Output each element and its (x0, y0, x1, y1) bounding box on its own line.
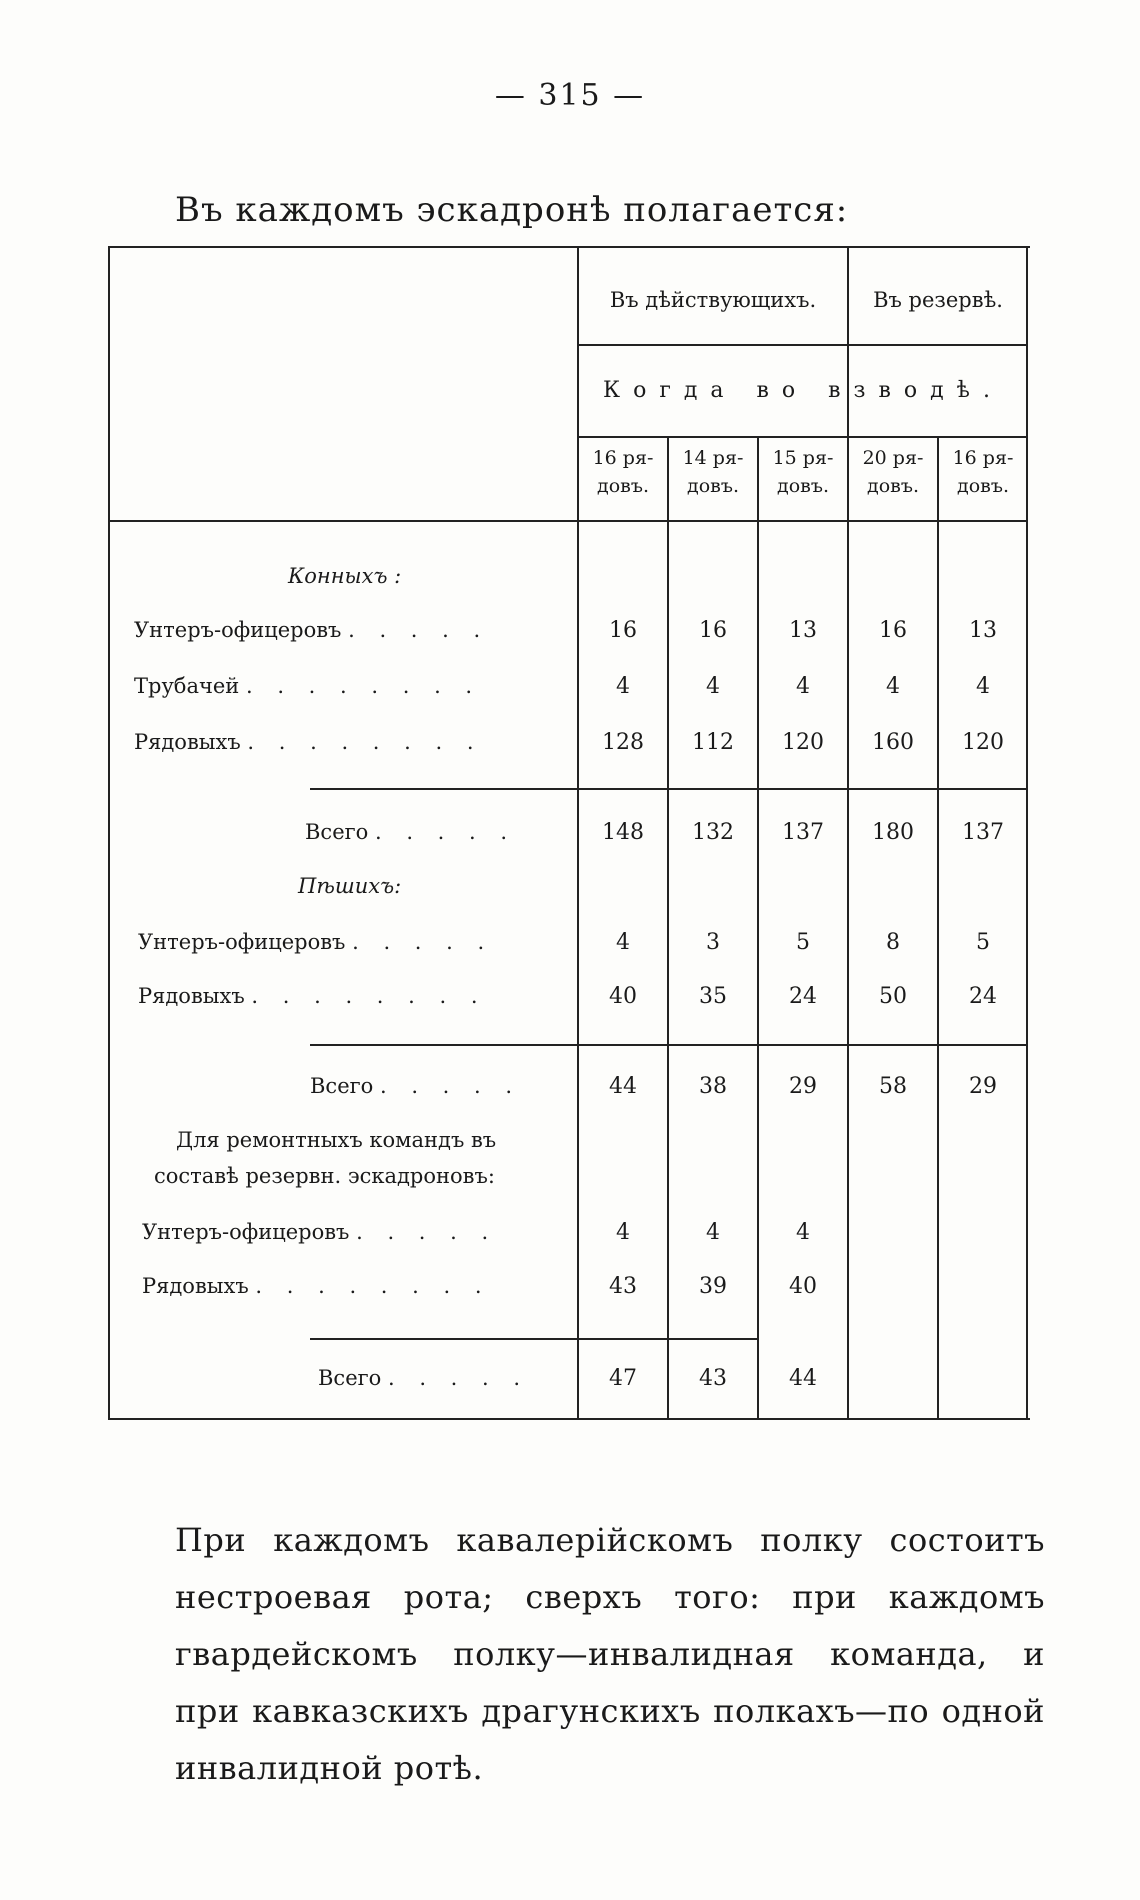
column-header-3 (759, 444, 847, 500)
column-header-2-line1: 14 ря- (682, 447, 744, 469)
cell: 120 (962, 730, 1004, 755)
page-number: — 315 — (494, 78, 646, 113)
column-header-1 (579, 444, 667, 500)
row-label: Рядовыхъ . . . . . . . . (134, 730, 483, 754)
subtotal-rule-3 (310, 1338, 757, 1340)
cell: 50 (879, 984, 907, 1009)
column-header-4-line1: 20 ря- (862, 447, 924, 469)
cell: 160 (872, 730, 914, 755)
row-label-foot: Пѣшихъ: (298, 874, 402, 898)
row-label: Унтеръ-офицеровъ . . . . . (134, 618, 490, 642)
column-header-2-line2: довъ. (687, 475, 739, 497)
cell: 35 (699, 984, 727, 1009)
cell: 13 (789, 618, 817, 643)
cell: 128 (602, 730, 644, 755)
cell: 4 (886, 674, 900, 699)
body-paragraph: При каждомъ кавалерійскомъ полку состоитъ нестроевая рота; сверхъ того: при каждомъ гвардейскомъ полку—инвалидная команда, и при кавказскихъ драгунскихъ полкахъ—по одной инвалидной ротѣ. (175, 1521, 1045, 1787)
cell-total: 137 (782, 820, 824, 845)
cell: 24 (969, 984, 997, 1009)
column-header-5-line2: довъ. (957, 475, 1009, 497)
column-header-5-line1: 16 ря- (952, 447, 1014, 469)
col-divider-4 (937, 436, 939, 1418)
header-rule-2 (579, 436, 1027, 438)
col-divider-0 (577, 248, 579, 1418)
column-header-1-line1: 16 ря- (592, 447, 654, 469)
row-label-mounted: Конныхъ : (288, 564, 402, 588)
row-label: Трубачей . . . . . . . . (134, 674, 482, 698)
cell-total: 29 (789, 1074, 817, 1099)
header-when-in-platoon: Когда во взводѣ. (603, 378, 1003, 403)
header-active: Въ дѣйствующихъ. (609, 288, 817, 312)
column-header-3-line1: 15 ря- (772, 447, 834, 469)
cell: 16 (699, 618, 727, 643)
cell: 43 (609, 1274, 637, 1299)
cell-total: 44 (789, 1366, 817, 1391)
cell: 4 (616, 674, 630, 699)
col-divider-1 (667, 436, 669, 1418)
row-label: Рядовыхъ . . . . . . . . (142, 1274, 491, 1298)
cell: 8 (886, 930, 900, 955)
cell: 4 (616, 930, 630, 955)
cell-total: 58 (879, 1074, 907, 1099)
cell-total: 148 (602, 820, 644, 845)
cell: 16 (609, 618, 637, 643)
row-label: Унтеръ-офицеровъ . . . . . (138, 930, 494, 954)
column-header-4 (849, 444, 937, 500)
table-right-border (1026, 248, 1028, 1418)
cell: 4 (616, 1220, 630, 1245)
cell-total: 38 (699, 1074, 727, 1099)
row-label-remount-1: Для ремонтныхъ командъ въ (176, 1128, 497, 1152)
row-label-total: Всего . . . . . (305, 820, 517, 844)
cell: 40 (609, 984, 637, 1009)
row-label-total: Всего . . . . . (310, 1074, 522, 1098)
cell-total: 180 (872, 820, 914, 845)
subtotal-rule-2 (310, 1044, 1026, 1046)
cell-total: 132 (692, 820, 734, 845)
cell: 4 (796, 674, 810, 699)
cell: 39 (699, 1274, 727, 1299)
cell-total: 44 (609, 1074, 637, 1099)
cell: 3 (706, 930, 720, 955)
cell: 5 (796, 930, 810, 955)
cell: 24 (789, 984, 817, 1009)
subtotal-rule-1 (310, 788, 1026, 790)
cell-total: 43 (699, 1366, 727, 1391)
col-divider-3 (847, 248, 849, 1418)
cell: 13 (969, 618, 997, 643)
column-header-5 (939, 444, 1027, 500)
cell: 40 (789, 1274, 817, 1299)
cell: 4 (976, 674, 990, 699)
column-header-1-line2: довъ. (597, 475, 649, 497)
cell: 112 (692, 730, 734, 755)
header-rule-1 (579, 344, 1027, 346)
cell: 4 (706, 674, 720, 699)
table-caption: Въ каждомъ эскадронѣ полагается: (175, 190, 849, 230)
row-label: Унтеръ-офицеровъ . . . . . (142, 1220, 498, 1244)
cell-total: 47 (609, 1366, 637, 1391)
cell-total: 29 (969, 1074, 997, 1099)
column-header-3-line2: довъ. (777, 475, 829, 497)
row-label-total: Всего . . . . . (318, 1366, 530, 1390)
cell: 120 (782, 730, 824, 755)
row-label-remount-2: составѣ резервн. эскадроновъ: (154, 1164, 495, 1188)
col-divider-2 (757, 436, 759, 1418)
cell: 5 (976, 930, 990, 955)
cell-total: 137 (962, 820, 1004, 845)
column-header-4-line2: довъ. (867, 475, 919, 497)
cell: 4 (706, 1220, 720, 1245)
column-header-2 (669, 444, 757, 500)
cell: 16 (879, 618, 907, 643)
staff-table (108, 246, 1030, 1420)
header-reserve: Въ резервѣ. (873, 288, 1003, 312)
cell: 4 (796, 1220, 810, 1245)
row-label: Рядовыхъ . . . . . . . . (138, 984, 487, 1008)
header-rule-3 (110, 520, 1028, 522)
